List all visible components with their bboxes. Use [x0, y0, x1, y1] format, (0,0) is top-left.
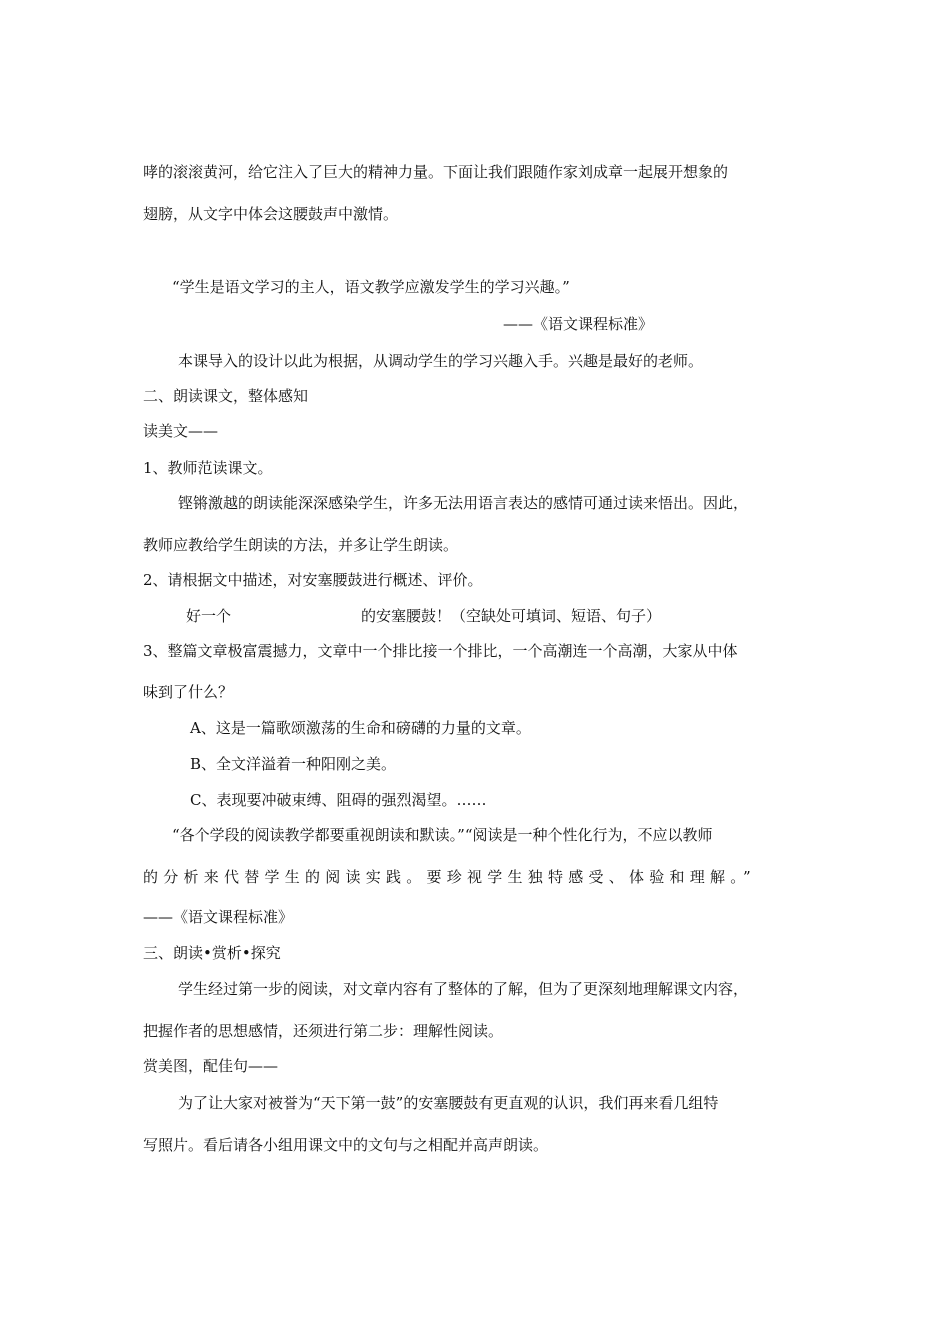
list-item-continuation: 味到了什么？: [143, 683, 234, 701]
section-heading: 二、朗读课文，整体感知: [143, 387, 309, 405]
paragraph-line: 翅膀，从文字中体会这腰鼓声中激情。: [143, 205, 399, 223]
list-item: 2、请根据文中描述，对安塞腰鼓进行概述、评价。: [143, 571, 483, 589]
quote-line: “学生是语文学习的主人，语文教学应激发学生的学习兴趣。”: [172, 278, 570, 296]
paragraph-line: 写照片。看后请各小组用课文中的文句与之相配并高声朗读。: [143, 1136, 549, 1154]
paragraph-line: 为了让大家对被誉为“天下第一鼓”的安塞腰鼓有更直观的认识，我们再来看几组特: [178, 1094, 719, 1112]
subheading: 赏美图，配佳句——: [143, 1057, 279, 1075]
fill-in-prompt-start: 好一个: [186, 607, 232, 625]
quote-line: 的分析来代替学生的阅读实践。要珍视学生独特感受、体验和理解。”: [143, 868, 756, 886]
list-item: 1、教师范读课文。: [143, 459, 273, 477]
option-c: C、表现要冲破束缚、阻碍的强烈渴望。……: [190, 791, 487, 809]
paragraph-line: 哮的滚滚黄河，给它注入了巨大的精神力量。下面让我们跟随作家刘成章一起展开想象的: [143, 163, 729, 181]
quote-source: ——《语文课程标准》: [503, 315, 654, 333]
option-b: B、全文洋溢着一种阳刚之美。: [190, 755, 397, 773]
option-a: A、这是一篇歌颂激荡的生命和磅礴的力量的文章。: [190, 719, 531, 737]
quote-line: “各个学段的阅读教学都要重视朗读和默读。”“阅读是一种个性化行为，不应以教师: [172, 826, 713, 844]
paragraph-line: 把握作者的思想感情，还须进行第二步：理解性阅读。: [143, 1022, 504, 1040]
subheading: 读美文——: [143, 422, 219, 440]
paragraph-line: 本课导入的设计以此为根据，从调动学生的学习兴趣入手。兴趣是最好的老师。: [178, 352, 704, 370]
list-item: 3、整篇文章极富震撼力，文章中一个排比接一个排比，一个高潮连一个高潮，大家从中体: [143, 642, 738, 660]
quote-source: ——《语文课程标准》: [143, 908, 294, 926]
paragraph-line: 学生经过第一步的阅读，对文章内容有了整体的了解，但为了更深刻地理解课文内容，: [178, 980, 749, 998]
fill-in-prompt-end: 的安塞腰鼓！（空缺处可填词、短语、句子）: [361, 607, 662, 625]
section-heading: 三、朗读•赏析•探究: [143, 944, 281, 962]
paragraph-line: 铿锵激越的朗读能深深感染学生，许多无法用语言表达的感情可通过读来悟出。因此，: [178, 494, 749, 512]
paragraph-line: 教师应教给学生朗读的方法，并多让学生朗读。: [143, 536, 459, 554]
